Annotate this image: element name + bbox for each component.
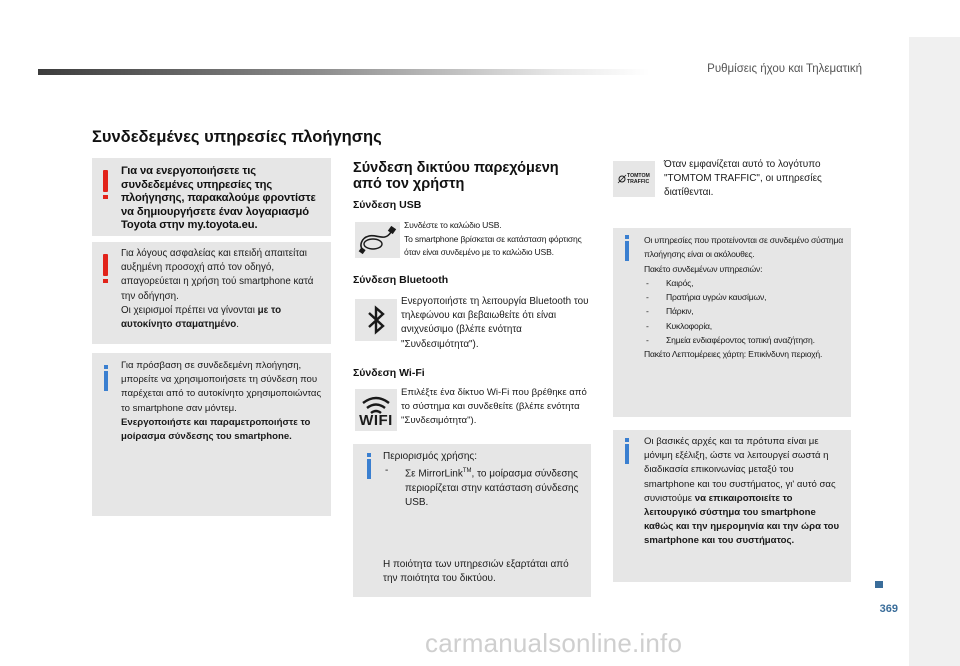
page-title: Συνδεδεμένες υπηρεσίες πλοήγησης: [92, 128, 382, 146]
info-intro: Περιορισμός χρήσης:: [383, 451, 477, 462]
warning-sentence: Οι χειρισμοί πρέπει να γίνονται: [121, 304, 258, 316]
exclamation-icon: [103, 254, 108, 276]
wifi-heading: Σύνδεση Wi-Fi: [353, 367, 425, 379]
info-text: [121, 359, 327, 444]
tomtom-logo-line: TOMTOM: [627, 173, 650, 179]
usb-sentence: Το smartphone βρίσκεται σε κατάσταση φόρτισης όταν είναι συνδεμένο με το καλώδιο USB.: [404, 233, 582, 257]
info-emphasis: να επικαιροποιείτε το λειτουργικό σύστημα του smartphone καθώς και την ημερομηνία και την ώρα του smartphone και του συστήματος.: [644, 492, 840, 547]
info-icon: [625, 241, 629, 261]
info-box-restrictions: [353, 444, 591, 597]
info-sentence: Για πρόσβαση σε συνδεδεμένη πλοήγηση, μπορείτε να χρησιμοποιήσετε τη σύνδεση που παρέχεται από το αυτοκίνητο χρησιμοποιώντας το smartphone σαν μόντεμ.: [121, 360, 322, 414]
info-pack-title: Πακέτο συνδεμένων υπηρεσιών:: [644, 263, 763, 274]
info-sentence: Οι βασικές αρχές και τα πρότυπα είναι με μόνιμη εξέλιξη, ώστε να λειτουργεί σωστά η διαδικασία επικοινωνίας μεταξύ του smartphone και του συστήματος, γι' αυτό σας συνιστούμε: [644, 436, 836, 504]
section-heading: Σύνδεση δικτύου παρεχόμενη από τον χρήστη: [353, 160, 559, 192]
warning-box-account: [92, 158, 331, 236]
info-icon: [625, 444, 629, 464]
trademark-sup: TM: [462, 468, 472, 475]
watermark: carmanualsonline.info: [425, 628, 683, 658]
tomtom-logo-line: TRAFFIC: [627, 178, 650, 185]
info-item-text: Σε MirrorLink: [405, 468, 463, 480]
warning-sentence: Για λόγους ασφαλείας και επειδή απαιτείται αυξημένη προσοχή από τον οδηγό, απαγορεύεται η χρήση τού smartphone κατά την οδήγηση.: [121, 248, 314, 302]
service-item: - Πρατήρια υγρών καυσίμων,: [644, 290, 844, 304]
header-bar: [38, 69, 650, 75]
usb-heading: Σύνδεση USB: [353, 199, 422, 211]
tomtom-logo-text: [627, 174, 650, 185]
usb-sentence: Συνδέστε το καλώδιο USB.: [404, 220, 502, 230]
tomtom-traffic-logo: [613, 161, 655, 197]
bluetooth-text: Ενεργοποιήστε τη λειτουργία Bluetooth του τηλεφώνου και βεβαιωθείτε ότι είναι ανιχνεύσιμο (βλέπε ενότητα "Συνδεσιμότητα").: [401, 296, 589, 350]
service-item: - Σημεία ενδιαφέροντος τοπική αναζήτηση.: [644, 333, 844, 347]
bluetooth-icon: [355, 299, 397, 341]
wifi-icon-label: WIFI: [359, 412, 393, 429]
info-text: [644, 233, 844, 362]
warning-text: Για να ενεργοποιήσετε τις συνδεδεμένες υπηρεσίες της πλοήγησης, παρακαλούμε φροντίστε να δημιουργήσετε έναν λογαριασμό Toyota στην my.toyota.eu.: [121, 165, 316, 231]
wifi-icon: [355, 389, 397, 431]
info-icon: [104, 371, 108, 391]
info-text: [383, 450, 583, 510]
usb-cable-icon: [355, 222, 400, 258]
info-footer: Η ποιότητα των υπηρεσιών εξαρτάται από την ποιότητα του δικτύου.: [383, 559, 569, 585]
info-text: [644, 435, 845, 549]
warning-text: [121, 247, 327, 332]
info-item-text: , το μοίρασμα σύνδεσης περιορίζεται στην κατάσταση σύνδεσης USB.: [405, 468, 579, 508]
warning-box-safety: [92, 242, 331, 344]
wifi-text: Επιλέξτε ένα δίκτυο Wi-Fi που βρέθηκε από το σύστημα και συνδεθείτε (βλέπε ενότητα "Συνδεσιμότητα").: [401, 387, 587, 427]
info-pack-title: Πακέτο Λεπτομέρειες χάρτη: Επικίνδυνη περιοχή.: [644, 349, 823, 360]
page-marker: [875, 581, 883, 588]
warning-emphasis: με το αυτοκίνητο σταματημένο: [121, 304, 282, 331]
usb-text: [404, 219, 590, 260]
service-item: - Κυκλοφορία,: [644, 319, 844, 333]
service-item: - Καιρός,: [644, 276, 844, 290]
side-strip: [909, 37, 960, 666]
info-emphasis: Ενεργοποιήστε και παραμετροποιήστε το μοίρασμα σύνδεσης του smartphone.: [121, 416, 311, 443]
warning-period: .: [236, 319, 240, 331]
bluetooth-heading: Σύνδεση Bluetooth: [353, 274, 449, 286]
info-icon: [367, 459, 371, 479]
info-list-item: [383, 464, 583, 510]
info-box-services: [613, 228, 851, 417]
info-box-modem: [92, 353, 331, 516]
exclamation-icon: [103, 170, 108, 192]
service-item: - Πάρκιν,: [644, 304, 844, 318]
info-sentence: Οι υπηρεσίες που προτείνονται σε συνδεμένο σύστημα πλοήγησης είναι οι ακόλουθες.: [644, 235, 843, 260]
header-title: Ρυθμίσεις ήχου και Τηλεματική: [707, 63, 862, 75]
page-number: 369: [879, 603, 898, 615]
info-box-updates: [613, 430, 851, 582]
tomtom-text: Όταν εμφανίζεται αυτό το λογότυπο "TOMTOM TRAFFIC", οι υπηρεσίες διατίθενται.: [664, 159, 822, 199]
